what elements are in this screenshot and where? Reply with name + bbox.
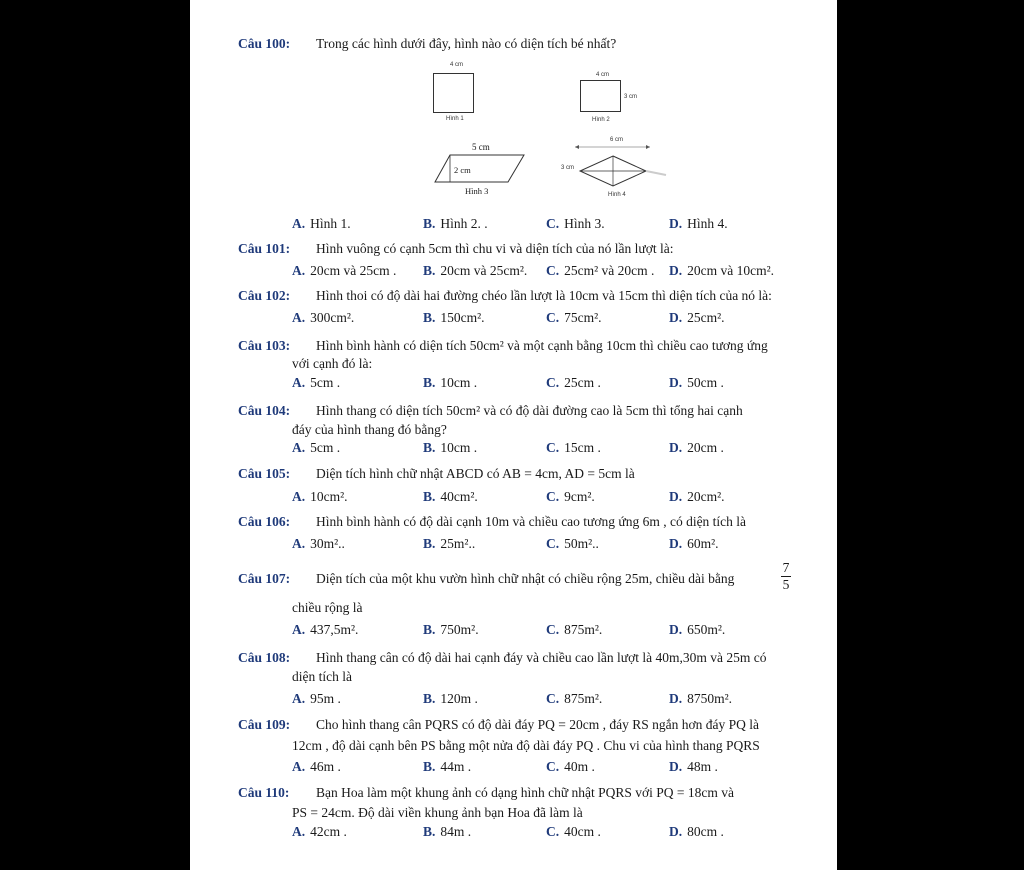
option-b: B. 20cm và 25cm². (423, 263, 528, 278)
option-a: A. 30m².. (292, 536, 345, 551)
fig4-rhombus (570, 143, 670, 189)
option-c: C. 15cm . (546, 440, 601, 455)
question-102 (238, 287, 772, 305)
option-c: C. 25cm² và 20cm . (546, 263, 655, 278)
question-109 (238, 716, 759, 734)
fraction-7-5 (780, 561, 792, 592)
option-b: B. 150cm². (423, 310, 485, 325)
option-d: D. 60m². (669, 536, 719, 551)
question-104 (238, 402, 743, 420)
option-c: C. 50m².. (546, 536, 599, 551)
fig4-side-label: 3 cm (561, 165, 575, 171)
option-d: D. 50cm . (669, 375, 724, 390)
question-number: Câu 103: (238, 338, 291, 353)
option-a: A. 5cm . (292, 440, 341, 455)
document-page (190, 0, 837, 870)
question-110 (238, 784, 734, 802)
question-105 (238, 465, 635, 483)
fig3-top-label: 5 cm (472, 142, 490, 152)
option-a: A. 10cm². (292, 489, 348, 504)
option-d: D. 8750m². (669, 691, 733, 706)
fig4-top-label: 6 cm (610, 137, 624, 143)
question-number: Câu 110: (238, 785, 290, 800)
fig3-height-label: 2 cm (454, 165, 471, 175)
option-c: C. 9cm². (546, 489, 595, 504)
question-number: Câu 106: (238, 514, 291, 529)
fig3-parallelogram (434, 154, 526, 184)
question-number: Câu 108: (238, 650, 291, 665)
option-b: B. 84m . (423, 824, 472, 839)
option-b: B. Hình 2. . (423, 216, 488, 231)
option-d: D. 25cm². (669, 310, 725, 325)
question-108-cont: diện tích là (292, 669, 352, 684)
option-d: D. 48m . (669, 759, 718, 774)
question-text: Hình bình hành có độ dài cạnh 10m và chiều cao tương ứng 6m , có diện tích là (316, 514, 747, 529)
question-text: Diện tích hình chữ nhật ABCD có AB = 4cm, AD = 5cm là (316, 466, 635, 481)
fig2-side-label: 3 cm (624, 94, 638, 100)
option-c: C. 25cm . (546, 375, 601, 390)
question-text: Hình thang có diện tích 50cm² và có độ dài đường cao là 5cm thì tổng hai cạnh (316, 403, 743, 418)
option-a: A. 20cm và 25cm . (292, 263, 397, 278)
option-b: B. 25m².. (423, 536, 476, 551)
question-107 (238, 570, 734, 588)
option-d: D. 650m². (669, 622, 726, 637)
question-109-cont: 12cm , độ dài cạnh bên PS bằng một nửa độ dài đáy PQ . Chu vi của hình thang PQRS (292, 738, 760, 753)
option-c: C. 40m . (546, 759, 595, 774)
question-text: Cho hình thang cân PQRS có độ dài đáy PQ = 20cm , đáy RS ngắn hơn đáy PQ là (316, 717, 759, 732)
option-d: D. 80cm . (669, 824, 724, 839)
question-number: Câu 107: (238, 571, 291, 586)
option-c: C. 875m². (546, 691, 603, 706)
question-107-cont: chiều rộng là (292, 600, 363, 615)
question-number: Câu 102: (238, 288, 291, 303)
question-text: Hình thang cân có độ dài hai cạnh đáy và chiều cao lần lượt là 40m,30m và 25m có (316, 650, 767, 665)
option-a: A. Hình 1. (292, 216, 351, 231)
question-106 (238, 513, 746, 531)
fig1-side-label: 4 cm (450, 62, 464, 68)
option-a: A. 95m . (292, 691, 341, 706)
question-103-cont: với cạnh đó là: (292, 356, 373, 371)
option-b: B. 120m . (423, 691, 478, 706)
question-110-cont: PS = 24cm. Độ dài viền khung ảnh bạn Hoa đã làm là (292, 805, 583, 820)
question-text: Diện tích của một khu vườn hình chữ nhật có chiều rộng 25m, chiều dài bằng (316, 571, 735, 586)
fig3-caption: Hình 3 (465, 186, 489, 196)
option-b: B. 10cm . (423, 440, 478, 455)
question-text: Hình bình hành có diện tích 50cm² và một cạnh bằng 10cm thì chiều cao tương ứng (316, 338, 768, 353)
option-a: A. 437,5m². (292, 622, 359, 637)
question-text: Bạn Hoa làm một khung ảnh có dạng hình chữ nhật PQRS với PQ = 18cm và (316, 785, 735, 800)
question-number: Câu 105: (238, 466, 291, 481)
fig1-caption: Hình 1 (446, 116, 464, 122)
question-text: Trong các hình dưới đây, hình nào có diện tích bé nhất? (316, 36, 617, 51)
option-c: C. 40cm . (546, 824, 601, 839)
question-101 (238, 240, 674, 258)
fig2-rectangle (580, 80, 621, 112)
option-c: C. 75cm². (546, 310, 602, 325)
fraction-denominator: 5 (782, 577, 790, 592)
question-number: Câu 109: (238, 717, 291, 732)
fraction-numerator: 7 (782, 560, 790, 575)
option-a: A. 42cm . (292, 824, 347, 839)
question-number: Câu 100: (238, 36, 291, 51)
fig1-square (433, 73, 474, 113)
option-a: A. 300cm². (292, 310, 355, 325)
option-d: D. 20cm². (669, 489, 725, 504)
fig2-top-label: 4 cm (596, 72, 610, 78)
option-a: A. 46m . (292, 759, 341, 774)
option-c: C. 875m². (546, 622, 603, 637)
option-b: B. 40cm². (423, 489, 478, 504)
question-104-cont: đáy của hình thang đó bằng? (292, 422, 447, 437)
option-d: D. Hình 4. (669, 216, 728, 231)
question-text: Hình thoi có độ dài hai đường chéo lần lượt là 10cm và 15cm thì diện tích của nó là: (316, 288, 772, 303)
question-108 (238, 649, 766, 667)
option-d: D. 20cm và 10cm². (669, 263, 775, 278)
option-c: C. Hình 3. (546, 216, 605, 231)
question-103 (238, 337, 768, 355)
question-text: Hình vuông có cạnh 5cm thì chu vi và diện tích của nó lần lượt là: (316, 241, 674, 256)
fig2-caption: Hình 2 (592, 117, 610, 123)
question-100 (238, 35, 616, 53)
option-b: B. 750m². (423, 622, 479, 637)
option-a: A. 5cm . (292, 375, 341, 390)
fig4-caption: Hình 4 (608, 192, 626, 198)
option-d: D. 20cm . (669, 440, 724, 455)
option-b: B. 10cm . (423, 375, 478, 390)
question-number: Câu 104: (238, 403, 291, 418)
option-b: B. 44m . (423, 759, 472, 774)
question-number: Câu 101: (238, 241, 291, 256)
